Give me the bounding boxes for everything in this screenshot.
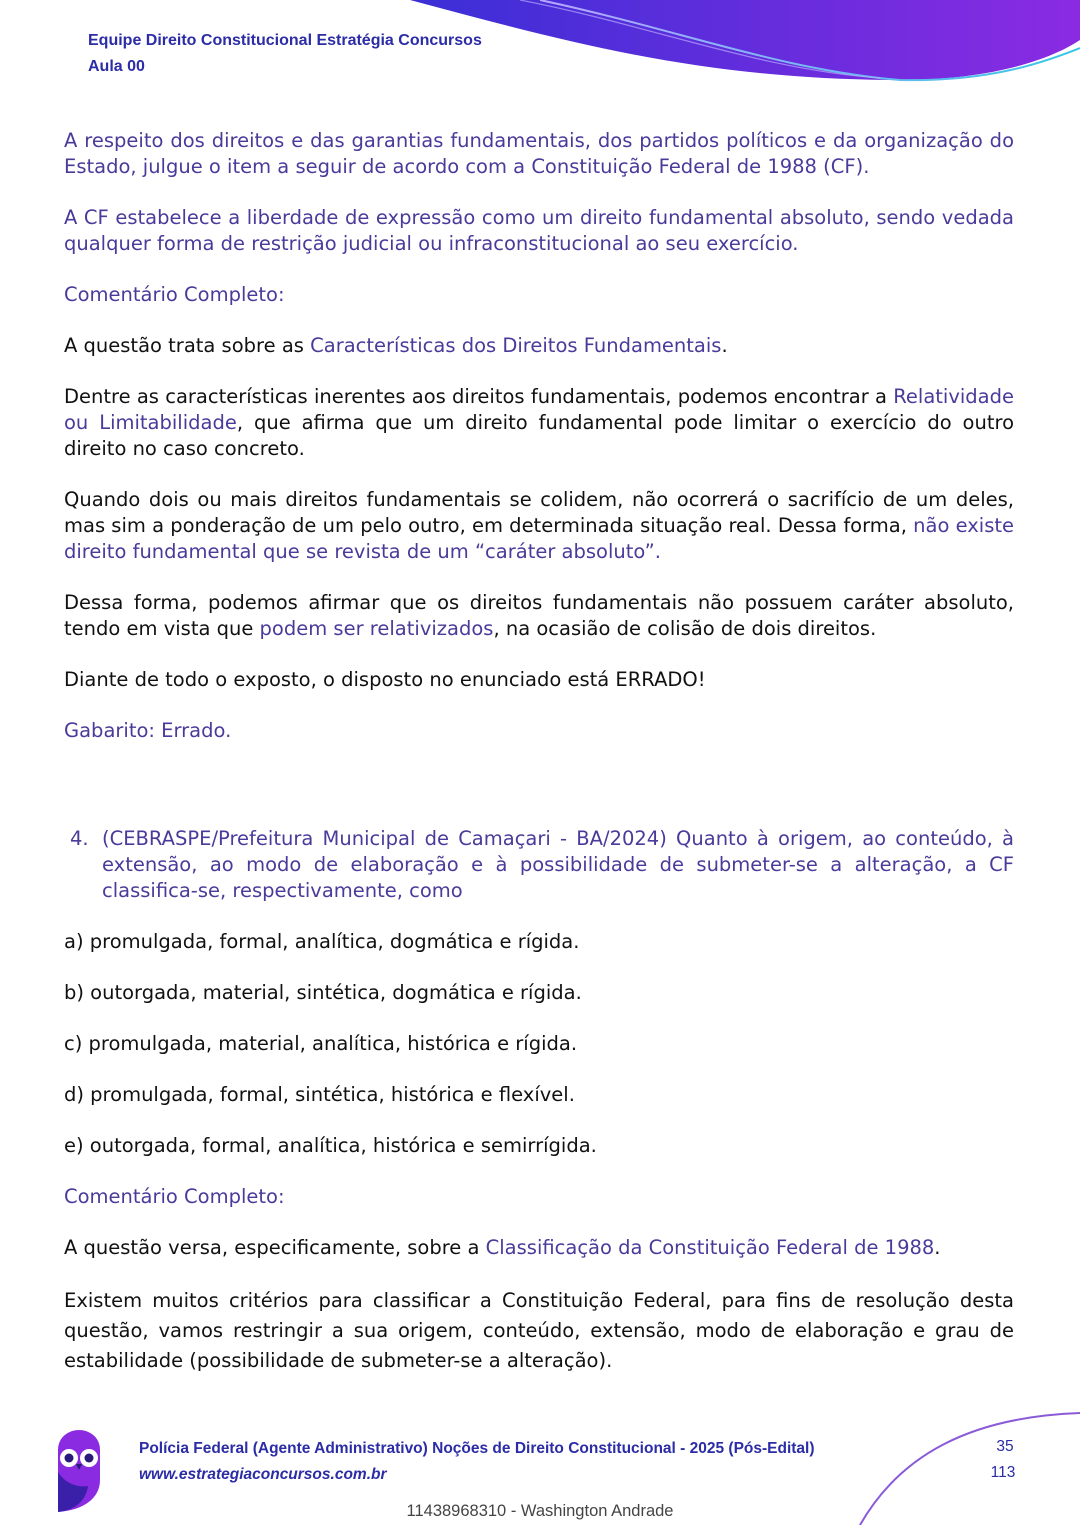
option-d: d) promulgada, formal, sintética, histórica e flexível. [64,1083,575,1106]
team-name: Equipe Direito Constitucional Estratégia Concursos [88,32,482,49]
text: Quando dois ou mais direitos fundamentais se colidem, não ocorrerá o sacrifício de um deles, mas sim a ponderação de um pelo outro, em determinada situação real. Dessa forma, [64,488,1014,537]
answer-key: Gabarito: Errado. [64,719,232,742]
text: , na ocasião de colisão de dois direitos. [493,617,877,640]
text: . [934,1236,941,1259]
comment-paragraph [64,1235,1014,1261]
option-e: e) outorgada, formal, analítica, histórica e semirrígida. [64,1134,597,1157]
option-b: b) outorgada, material, sintética, dogmática e rígida. [64,981,582,1004]
highlight: Características dos Direitos Fundamentais [310,334,722,357]
highlight: não existe direito fundamental que se revista de um “caráter absoluto”. [64,514,1014,563]
page-number: 35 [996,1438,1014,1455]
course-title: Polícia Federal (Agente Administrativo) Noções de Direito Constitucional - 2025 (Pós-Edital) [139,1440,815,1457]
text: Dentre as características inerentes aos direitos fundamentais, podemos encontrar a [64,385,894,408]
text: , que afirma que um direito fundamental pode limitar o exercício do outro direito no caso concreto. [64,411,1014,460]
question-statement-intro: A respeito dos direitos e das garantias fundamentais, dos partidos políticos e da organização do Estado, julgue o item a seguir de acordo com a Constituição Federal de 1988 (CF). [64,129,1014,178]
watermark: 11438968310 - Washington Andrade [406,1502,674,1520]
question-number: 4. [70,827,89,850]
document-body [64,128,1014,1376]
question-4 [64,826,1014,904]
text: A questão trata sobre as [64,334,311,357]
option-c: c) promulgada, material, analítica, histórica e rígida. [64,1032,578,1055]
comment-paragraph [64,384,1014,462]
comment-heading: Comentário Completo: [64,283,285,306]
page-total: 113 [990,1464,1016,1481]
text: . [721,334,728,357]
highlight: Classificação da Constituição Federal de 1988 [485,1236,935,1259]
question-statement: (CEBRASPE/Prefeitura Municipal de Camaçari - BA/2024) Quanto à origem, ao conteúdo, à extensão, ao modo de elaboração e à possibilidade de submeter-se a alteração, a CF classifica-se, respectivamente, como [102,827,1014,902]
page-header [88,28,482,80]
highlight: Relatividade ou Limitabilidade [64,385,1014,434]
text: Dessa forma, podemos afirmar que os direitos fundamentais não possuem caráter absoluto, tendo em vista que [64,591,1014,640]
question-statement-item: A CF estabelece a liberdade de expressão como um direito fundamental absoluto, sendo vedada qualquer forma de restrição judicial ou infraconstitucional ao seu exercício. [64,206,1014,255]
highlight: podem ser relativizados [259,617,494,640]
website-link[interactable]: www.estrategiaconcursos.com.br [139,1466,387,1483]
comment-paragraph [64,333,1014,359]
comment-heading: Comentário Completo: [64,1185,285,1208]
comment-paragraph [64,590,1014,642]
text: A questão versa, especificamente, sobre a [64,1236,486,1259]
option-a: a) promulgada, formal, analítica, dogmática e rígida. [64,930,580,953]
lesson-label: Aula 00 [88,58,145,75]
comment-paragraph [64,487,1014,565]
comment-paragraph: Existem muitos critérios para classificar a Constituição Federal, para fins de resolução desta questão, vamos restringir a sua origem, conteúdo, extensão, modo de elaboração e grau de estabilidade (possibilidade de submeter-se a alteração). [64,1289,1014,1372]
comment-conclusion: Diante de todo o exposto, o disposto no enunciado está ERRADO! [64,668,706,691]
